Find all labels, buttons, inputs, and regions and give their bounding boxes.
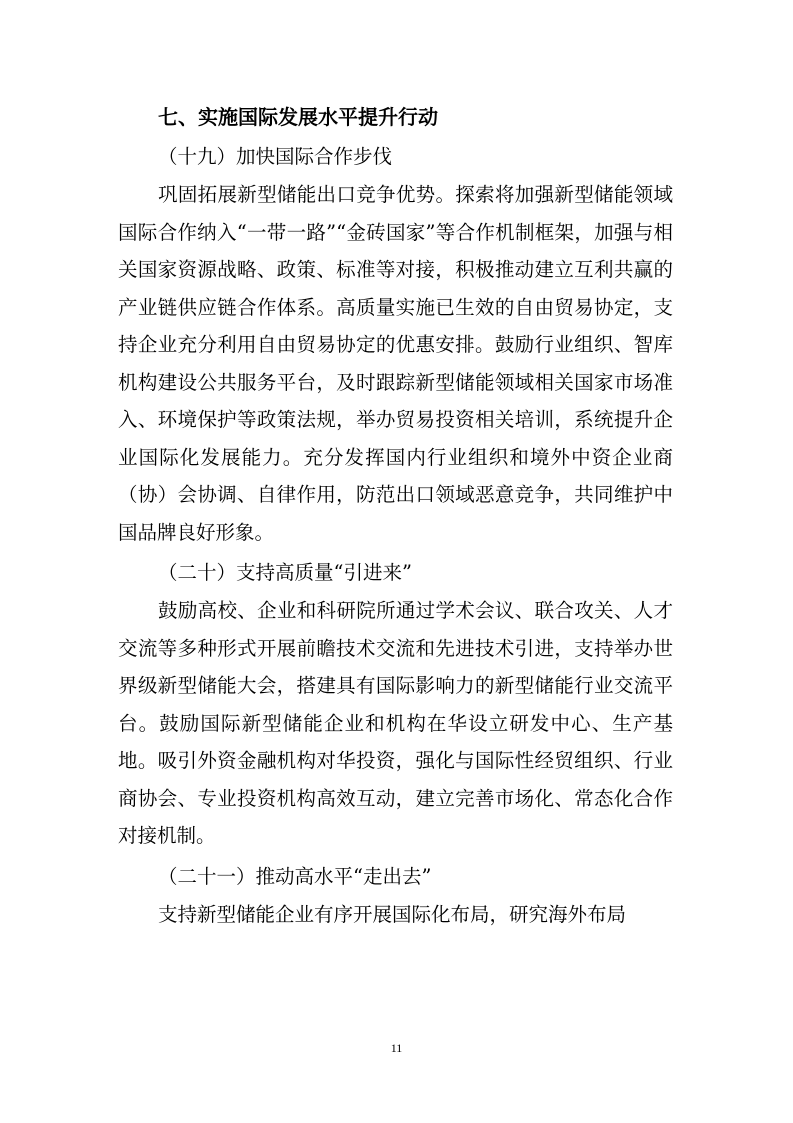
page-number: 11 xyxy=(390,1041,403,1055)
document-body xyxy=(118,97,673,933)
subheading-21: （二十一）推动高水平“走出去” xyxy=(158,864,432,888)
subheading-19: （十九）加快国际合作步伐 xyxy=(158,145,393,168)
subheading-20: （二十）支持高质量“引进来” xyxy=(158,561,412,584)
paragraph-bring-in: 鼓励高校、企业和科研院所通过学术会议、联合攻关、人才交流等多种形式开展前瞻技术交流和先进技术引进，支持举办世界级新型储能大会，搭建具有国际影响力的新型储能行业交流平台。鼓励国际新型储能企业和机构在华设立研发中心、生产基地。吸引外资金融机构对华投资，强化与国际性经贸组织、行业商协会、专业投资机构高效互动，建立完善市场化、常态化合作对接机制。 xyxy=(118,599,673,847)
paragraph-go-global: 支持新型储能企业有序开展国际化布局，研究海外布局 xyxy=(158,902,627,926)
paragraph-international-cooperation: 巩固拓展新型储能出口竞争优势。探索将加强新型储能领域国际合作纳入“一带一路”“金砖国家”等合作机制框架，加强与相关国家资源战略、政策、标准等对接，积极推动建立互利共赢的产业链供应链合作体系。高质量实施已生效的自由贸易协定，支持企业充分利用自由贸易协定的优惠安排。鼓励行业组织、智库机构建设公共服务平台，及时跟踪新型储能领域相关国家市场准入、环境保护等政策法规，举办贸易投资相关培训，系统提升企业国际化发展能力。充分发挥国内行业组织和境外中资企业商（协）会协调、自律作用，防范出口领域恶意竞争，共同维护中国品牌良好形象。 xyxy=(118,183,673,544)
section-heading: 七、实施国际发展水平提升行动 xyxy=(158,105,438,129)
